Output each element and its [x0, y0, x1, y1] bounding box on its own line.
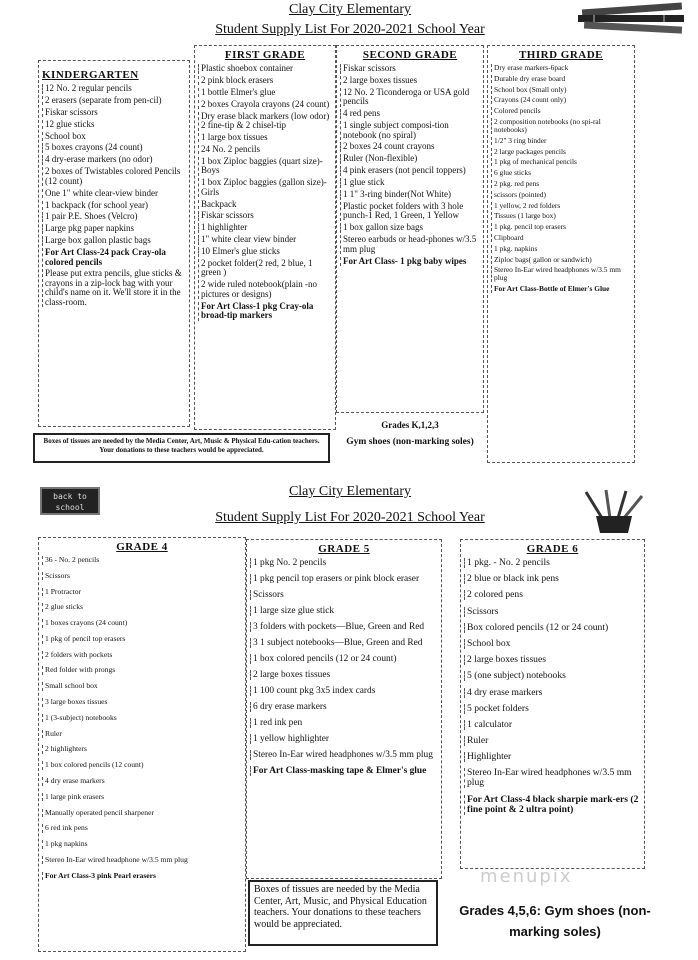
second-grade-title: SECOND GRADE: [362, 49, 458, 61]
third-grade-item: Tissues (1 large box): [491, 212, 631, 220]
grade5-item: 1 pkg pencil top erasers or pink block eraser: [250, 574, 438, 584]
grade4-item: 36 - No. 2 pencils: [42, 556, 242, 565]
kindergarten-item: 1 pair P.E. Shoes (Velcro): [42, 212, 186, 222]
second-grade-item: 2 large boxes tissues: [340, 76, 480, 86]
first-grade-item: Fiskar scissors: [198, 211, 332, 221]
third-grade-item: Stereo In-Ear wired headphones w/3.5 mm plug: [491, 266, 631, 282]
third-grade-item: 6 glue sticks: [491, 169, 631, 177]
kindergarten-item: 5 boxes crayons (24 count): [42, 143, 186, 153]
first-grade-item: Dry erase black markers (low odor) 2 fine-tip & 2 chisel-tip: [198, 112, 332, 131]
grade6-list: [464, 558, 641, 815]
first-grade-item: 2 pocket folder(2 red, 2 blue, 1 green ): [198, 259, 332, 278]
kindergarten-item: 1 backpack (for school year): [42, 201, 186, 211]
second-grade-column: [336, 45, 484, 413]
kindergarten-item: One 1" white clear-view binder: [42, 189, 186, 199]
first-grade-item: 2 wide ruled notebook(plain -no pictures or designs): [198, 280, 332, 299]
first-grade-item: Backpack: [198, 200, 332, 210]
first-grade-item: 1" white clear view binder: [198, 235, 332, 245]
third-grade-item: Ziploc bags( gallon or sandwich): [491, 256, 631, 264]
third-grade-item: 2 pkg. red pens: [491, 180, 631, 188]
grade4-item: 3 large boxes tissues: [42, 698, 242, 707]
grade6-item: 1 calculator: [464, 720, 641, 730]
first-grade-item: For Art Class-1 pkg Cray-ola broad-tip markers: [198, 302, 332, 321]
gym-grades-title: Grades K,1,2,3: [381, 420, 439, 430]
third-grade-column: [487, 45, 635, 463]
third-grade-item: 1 pkg. napkins: [491, 245, 631, 253]
kindergarten-item: 12 glue sticks: [42, 120, 186, 130]
kindergarten-item: Please put extra pencils, glue sticks & crayons in a zip-lock bag with your child's name on it. We'll store it in the class-room.: [42, 269, 186, 307]
grade4-item: 1 (3-subject) notebooks: [42, 714, 242, 723]
first-grade-list: [198, 64, 332, 321]
kindergarten-item: Large pkg paper napkins: [42, 224, 186, 234]
grade4-item: 4 dry erase markers: [42, 777, 242, 786]
third-grade-item: Dry erase markers-6pack: [491, 64, 631, 72]
third-grade-item: scissors (pointed): [491, 191, 631, 199]
first-grade-item: 1 box Ziploc baggies (quart size)-Boys: [198, 157, 332, 176]
kindergarten-item: 12 No. 2 regular pencils: [42, 84, 186, 94]
first-grade-item: 2 boxes Crayola crayons (24 count): [198, 100, 332, 110]
bottom-school-title: Clay City Elementary: [288, 484, 412, 499]
grade6-item: Stereo In-Ear wired headphones w/3.5 mm plug: [464, 768, 641, 788]
grade5-item: 1 box colored pencils (12 or 24 count): [250, 654, 438, 664]
grade6-item: Scissors: [464, 607, 641, 617]
grade4-item: Red folder with prongs: [42, 666, 242, 675]
books-icon: [574, 0, 692, 38]
kindergarten-title: KINDERGARTEN: [42, 69, 139, 81]
first-grade-item: Plastic shoebox container: [198, 64, 332, 74]
first-grade-item: 10 Elmer's glue sticks: [198, 247, 332, 257]
grade6-column: [460, 539, 645, 869]
grade6-item: 1 pkg. - No. 2 pencils: [464, 558, 641, 568]
grade5-item: 1 large size glue stick: [250, 606, 438, 616]
second-grade-item: For Art Class- 1 pkg baby wipes: [340, 257, 480, 267]
first-grade-item: 1 bottle Elmer's glue: [198, 88, 332, 98]
grade4-item: 6 red ink pens: [42, 824, 242, 833]
third-grade-title: THIRD GRADE: [518, 49, 604, 61]
kindergarten-item: 2 boxes of Twistables colored Pencils (12 count): [42, 167, 186, 186]
second-grade-item: Stereo earbuds or head-phones w/3.5 mm plug: [340, 235, 480, 254]
second-grade-item: 4 pink erasers (not pencil toppers): [340, 166, 480, 176]
grade4-item: 1 large pink erasers: [42, 793, 242, 802]
third-grade-item: 1 yellow, 2 red folders: [491, 202, 631, 210]
kindergarten-item: For Art Class-24 pack Cray-ola colored pencils: [42, 248, 186, 267]
grade5-title: GRADE 5: [318, 543, 370, 555]
second-grade-item: 1 box gallon size bags: [340, 223, 480, 233]
third-grade-item: 1/2" 3 ring binder: [491, 137, 631, 145]
third-grade-item: 1 pkg of mechanical pencils: [491, 158, 631, 166]
first-grade-item: 1 large box tissues: [198, 133, 332, 143]
second-grade-item: 1 1" 3-ring binder(Not White): [340, 190, 480, 200]
grade4-item: 2 highlighters: [42, 745, 242, 754]
third-grade-item: School box (Small only): [491, 86, 631, 94]
grade5-item: 1 red ink pen: [250, 718, 438, 728]
kindergarten-list: [42, 84, 186, 307]
first-grade-item: 1 highlighter: [198, 223, 332, 233]
grade4-title: GRADE 4: [116, 541, 168, 553]
grade5-item: 1 yellow highlighter: [250, 734, 438, 744]
watermark: menupix: [480, 866, 573, 887]
grade5-item: Scissors: [250, 590, 438, 600]
grade6-item: 4 dry erase markers: [464, 688, 641, 698]
grade5-item: Stereo In-Ear wired headphones w/3.5 mm plug: [250, 750, 438, 760]
grade6-item: School box: [464, 639, 641, 649]
grade5-item: 1 100 count pkg 3x5 index cards: [250, 686, 438, 696]
first-grade-title: FIRST GRADE: [224, 49, 306, 61]
third-grade-item: Crayons (24 count only): [491, 96, 631, 104]
grade6-item: Highlighter: [464, 752, 641, 762]
grade5-item: 6 dry erase markers: [250, 702, 438, 712]
kindergarten-item: Large box gallon plastic bags: [42, 236, 186, 246]
tissues-note: Boxes of tissues are needed by the Media Center, Art, Music & Physical Edu-cation teachers. Your donations to these teachers would be appreciated.: [33, 433, 330, 463]
third-grade-item: 2 large packages pencils: [491, 148, 631, 156]
grade4-item: Small school box: [42, 682, 242, 691]
first-grade-item: 1 box Ziploc baggies (gallon size)-Girls: [198, 178, 332, 197]
grade4-item: 1 pkg of pencil top erasers: [42, 635, 242, 644]
grade6-item: 2 large boxes tissues: [464, 655, 641, 665]
grade4-item: 1 boxes crayons (24 count): [42, 619, 242, 628]
grade6-title: GRADE 6: [526, 543, 579, 555]
first-grade-item: 2 pink block erasers: [198, 76, 332, 86]
kindergarten-item: 2 erasers (separate from pen-cil): [42, 96, 186, 106]
gym-note: Gym shoes (non-marking soles): [346, 437, 474, 447]
third-grade-item: Colored pencils: [491, 107, 631, 115]
grade4-item: 1 box colored pencils (12 count): [42, 761, 242, 770]
second-grade-item: 1 glue stick: [340, 178, 480, 188]
second-grade-item: 4 red pens: [340, 109, 480, 119]
grade456-gym-note: Grades 4,5,6: Gym shoes (non-marking soles): [459, 903, 651, 939]
top-subtitle: Student Supply List For 2020-2021 School Year: [215, 22, 485, 37]
grade5-column: [246, 539, 442, 879]
grade5-item: 3 folders with pockets—Blue, Green and Red: [250, 622, 438, 632]
second-grade-item: Fiskar scissors: [340, 64, 480, 74]
second-grade-list: [340, 64, 480, 266]
grade4-list: [42, 556, 242, 880]
grade5-item: 2 large boxes tissues: [250, 670, 438, 680]
grade6-item: Ruler: [464, 736, 641, 746]
grade4-item: Stereo In-Ear wired headphone w/3.5 mm plug: [42, 856, 242, 865]
second-grade-item: 12 No. 2 Ticonderoga or USA gold pencils: [340, 88, 480, 107]
top-school-title: Clay City Elementary: [288, 2, 412, 17]
second-grade-item: 2 boxes 24 count crayons: [340, 142, 480, 152]
pencil-cup-icon: [580, 488, 650, 534]
grade4-item: Scissors: [42, 572, 242, 581]
third-grade-item: Durable dry erase board: [491, 75, 631, 83]
third-grade-item: For Art Class-Bottle of Elmer's Glue: [491, 285, 631, 293]
back-to-school-badge: back to school: [40, 487, 100, 515]
first-grade-item: 24 No. 2 pencils: [198, 145, 332, 155]
grade4-item: Ruler: [42, 730, 242, 739]
grade5-list: [250, 558, 438, 776]
grade5-item: 3 1 subject notebooks—Blue, Green and Red: [250, 638, 438, 648]
grade4-item: 1 pkg napkins: [42, 840, 242, 849]
first-grade-column: [194, 45, 336, 430]
grade5-tissues-note: Boxes of tissues are needed by the Media Center, Art, Music, and Physical Education teachers. Your donations to these teachers would be appreciated.: [248, 880, 438, 946]
kindergarten-item: School box: [42, 132, 186, 142]
grade6-item: 2 colored pens: [464, 590, 641, 600]
grade4-item: 2 folders with pockets: [42, 651, 242, 660]
kindergarten-column: [38, 60, 190, 427]
second-grade-item: Plastic pocket folders with 3 hole punch-1 Red, 1 Green, 1 Yellow: [340, 202, 480, 221]
grade6-item: 5 pocket folders: [464, 704, 641, 714]
grade4-item: For Art Class-3 pink Pearl erasers: [42, 872, 242, 881]
second-grade-item: 1 single subject composi-tion notebook (no spiral): [340, 121, 480, 140]
grade5-item: 1 pkg No. 2 pencils: [250, 558, 438, 568]
grade4-item: 1 Protractor: [42, 588, 242, 597]
grade6-item: 5 (one subject) notebooks: [464, 671, 641, 681]
kindergarten-item: Fiskar scissors: [42, 108, 186, 118]
kindergarten-item: 4 dry-erase markers (no odor): [42, 155, 186, 165]
third-grade-item: 1 pkg. pencil top erasers: [491, 223, 631, 231]
grade6-item: For Art Class-4 black sharpie mark-ers (2 fine point & 2 ultra point): [464, 795, 641, 815]
grade6-item: 2 blue or black ink pens: [464, 574, 641, 584]
grade6-item: Box colored pencils (12 or 24 count): [464, 623, 641, 633]
grade4-item: Manually operated pencil sharpener: [42, 809, 242, 818]
grade4-item: 2 glue sticks: [42, 603, 242, 612]
grade5-item: For Art Class-masking tape & Elmer's glue: [250, 766, 438, 776]
third-grade-item: Clipboard: [491, 234, 631, 242]
third-grade-list: [491, 64, 631, 293]
third-grade-item: 2 composition notebooks (no spi-ral notebooks): [491, 118, 631, 134]
bottom-subtitle: Student Supply List For 2020-2021 School Year: [215, 510, 485, 525]
grade4-column: [38, 537, 246, 952]
second-grade-item: Ruler (Non-flexible): [340, 154, 480, 164]
